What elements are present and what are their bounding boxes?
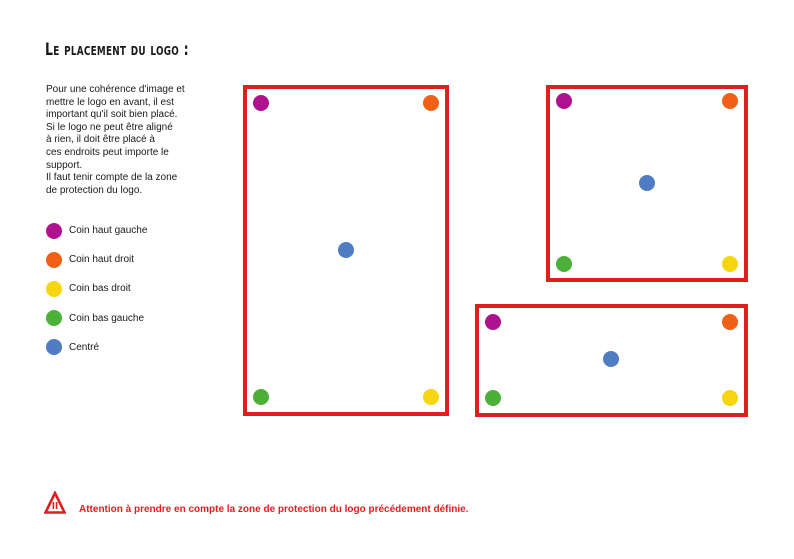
marker-top-right	[722, 314, 738, 330]
marker-center	[639, 175, 655, 191]
legend	[46, 222, 147, 368]
legend-item-bottom-right	[46, 280, 147, 297]
legend-dot-top-right	[46, 252, 62, 268]
legend-item-centered	[46, 339, 147, 356]
marker-top-left	[485, 314, 501, 330]
marker-center	[603, 351, 619, 367]
intro-text	[46, 84, 221, 197]
legend-item-top-right	[46, 251, 147, 268]
warning-text: Attention à prendre en compte la zone de protection du logo précédement définie.	[79, 504, 469, 515]
legend-dot-centered	[46, 339, 62, 355]
legend-label: Centré	[69, 341, 100, 353]
legend-label: Coin haut gauche	[69, 225, 148, 236]
marker-top-right	[722, 93, 738, 109]
marker-top-left	[253, 95, 269, 111]
legend-dot-bottom-right	[46, 281, 62, 297]
legend-item-bottom-left	[46, 310, 147, 327]
marker-bottom-right	[722, 256, 738, 272]
intro-line: support.	[46, 159, 83, 171]
intro-line: à rien, il doit être placé à	[46, 134, 155, 146]
intro-line: important qu'il soit bien placé.	[46, 109, 178, 121]
warning-triangle-icon	[44, 491, 66, 515]
legend-dot-top-left	[46, 223, 62, 239]
intro-line: mettre le logo en avant, il est	[46, 96, 174, 108]
intro-line: Si le logo ne peut être aligné	[46, 121, 173, 133]
intro-line: de protection du logo.	[46, 184, 143, 196]
legend-label: Coin bas droit	[69, 283, 131, 295]
intro-line: ces endroits peut importe le	[46, 146, 169, 158]
intro-line: Pour une cohérence d'image et	[46, 84, 185, 95]
marker-bottom-right	[423, 389, 439, 405]
page-title: Le placement du logo :	[45, 40, 189, 60]
marker-bottom-right	[722, 390, 738, 406]
marker-top-right	[423, 95, 439, 111]
intro-line: Il faut tenir compte de la zone	[46, 172, 178, 184]
legend-label: Coin bas gauche	[69, 312, 145, 324]
warning-note	[44, 491, 469, 515]
marker-bottom-left	[253, 389, 269, 405]
marker-bottom-left	[556, 256, 572, 272]
legend-label: Coin haut droit	[69, 254, 135, 266]
marker-center	[338, 242, 354, 258]
legend-item-top-left	[46, 222, 147, 239]
marker-top-left	[556, 93, 572, 109]
legend-dot-bottom-left	[46, 310, 62, 326]
marker-bottom-left	[485, 390, 501, 406]
